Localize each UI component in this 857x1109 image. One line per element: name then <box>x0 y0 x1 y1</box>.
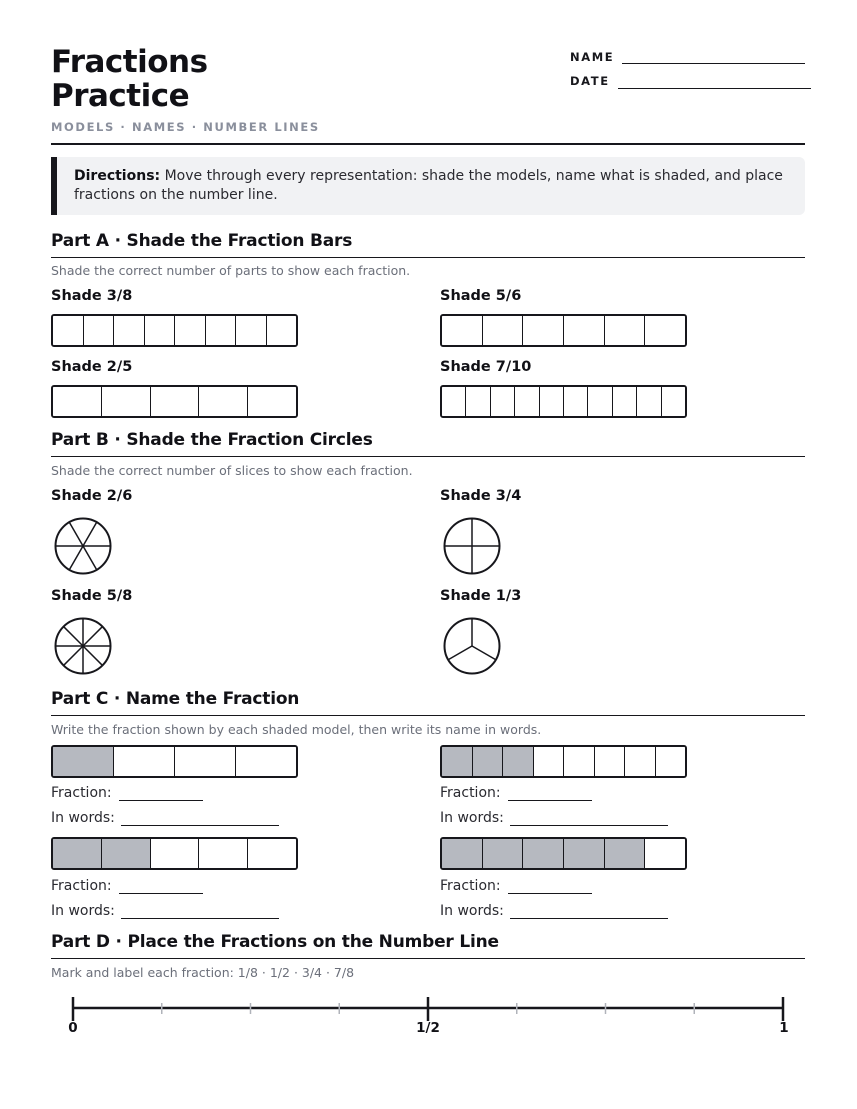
words-answer-1[interactable] <box>121 825 279 826</box>
bar-part[interactable] <box>236 316 267 345</box>
bar-part[interactable] <box>483 316 524 345</box>
bar-part[interactable] <box>199 387 248 416</box>
worksheet-title <box>51 45 208 113</box>
directions-text: Move through every representation: shade the models, name what is shaded, and place fractions on the number line. <box>74 168 783 203</box>
bar-part[interactable] <box>151 839 200 868</box>
name-label: NAME <box>570 50 615 64</box>
bar-part[interactable] <box>491 387 515 416</box>
fraction-bar-2[interactable] <box>440 314 687 347</box>
bar-part[interactable] <box>145 316 176 345</box>
bar-part[interactable] <box>84 316 115 345</box>
fraction-answer-1[interactable] <box>119 800 203 801</box>
part-a-hint: Shade the correct number of parts to show each fraction. <box>51 263 411 278</box>
shaded-part[interactable] <box>53 747 114 776</box>
bar-part[interactable] <box>564 387 588 416</box>
shaded-part[interactable] <box>53 839 102 868</box>
shaded-part[interactable] <box>605 839 646 868</box>
bar-part[interactable] <box>523 316 564 345</box>
bar-part[interactable] <box>114 316 145 345</box>
part-a-title: Part A · Shade the Fraction Bars <box>51 231 353 251</box>
bar-part[interactable] <box>540 387 564 416</box>
words-answer-4[interactable] <box>510 918 668 919</box>
bar-part[interactable] <box>151 387 200 416</box>
part-d-title: Part D · Place the Fractions on the Number Line <box>51 932 499 952</box>
part-b-hint: Shade the correct number of slices to show each fraction. <box>51 463 413 478</box>
bar-part[interactable] <box>199 839 248 868</box>
bar-part[interactable] <box>595 747 626 776</box>
bar-part[interactable] <box>656 747 686 776</box>
bar-part[interactable] <box>442 316 483 345</box>
fraction-answer-3[interactable] <box>119 893 203 894</box>
part-b-label-4: Shade 1/3 <box>440 588 522 604</box>
part-c-hint: Write the fraction shown by each shaded model, then write its name in words. <box>51 722 542 737</box>
shaded-part[interactable] <box>564 839 605 868</box>
fraction-label-3: Fraction: <box>51 878 112 894</box>
bar-part[interactable] <box>442 387 466 416</box>
bar-part[interactable] <box>605 316 646 345</box>
fraction-circle-2[interactable] <box>442 516 502 576</box>
shaded-model-2 <box>440 745 687 778</box>
fraction-label-4: Fraction: <box>440 878 501 894</box>
title-line-1: Fractions <box>51 44 208 80</box>
part-a-label-1: Shade 3/8 <box>51 288 133 304</box>
shaded-part[interactable] <box>503 747 534 776</box>
bar-part[interactable] <box>564 747 595 776</box>
words-label-4: In words: <box>440 903 504 919</box>
date-label: DATE <box>570 74 610 88</box>
part-d-hint: Mark and label each fraction: 1/8 · 1/2 · 3/4 · 7/8 <box>51 965 355 980</box>
bar-part[interactable] <box>248 839 296 868</box>
fraction-bar-4[interactable] <box>440 385 687 418</box>
part-b-label-2: Shade 3/4 <box>440 488 522 504</box>
fraction-label-2: Fraction: <box>440 785 501 801</box>
directions-box <box>51 157 805 215</box>
directions-label: Directions: <box>74 168 161 184</box>
number-line-label-start: 0 <box>68 1020 78 1036</box>
words-answer-2[interactable] <box>510 825 668 826</box>
shaded-part[interactable] <box>473 747 504 776</box>
part-b-label-1: Shade 2/6 <box>51 488 133 504</box>
part-a-label-3: Shade 2/5 <box>51 359 133 375</box>
title-line-2: Practice <box>51 78 190 114</box>
part-b-divider <box>51 456 805 457</box>
number-line-label-middle: 1/2 <box>416 1020 440 1036</box>
part-a-label-4: Shade 7/10 <box>440 359 532 375</box>
name-field[interactable] <box>622 63 805 64</box>
bar-part[interactable] <box>466 387 490 416</box>
shaded-model-4 <box>440 837 687 870</box>
bar-part[interactable] <box>588 387 612 416</box>
bar-part[interactable] <box>645 839 685 868</box>
shaded-part[interactable] <box>442 839 483 868</box>
part-b-title: Part B · Shade the Fraction Circles <box>51 430 373 450</box>
fraction-circle-3[interactable] <box>53 616 113 676</box>
bar-part[interactable] <box>637 387 661 416</box>
bar-part[interactable] <box>662 387 685 416</box>
shaded-part[interactable] <box>523 839 564 868</box>
bar-part[interactable] <box>175 316 206 345</box>
words-label-2: In words: <box>440 810 504 826</box>
part-a-divider <box>51 257 805 258</box>
bar-part[interactable] <box>236 747 296 776</box>
words-answer-3[interactable] <box>121 918 279 919</box>
bar-part[interactable] <box>564 316 605 345</box>
shaded-part[interactable] <box>102 839 151 868</box>
date-field[interactable] <box>618 88 811 89</box>
words-label-1: In words: <box>51 810 115 826</box>
bar-part[interactable] <box>175 747 236 776</box>
shaded-part[interactable] <box>483 839 524 868</box>
bar-part[interactable] <box>53 387 102 416</box>
part-b-label-3: Shade 5/8 <box>51 588 133 604</box>
fraction-circle-4[interactable] <box>442 616 502 676</box>
number-line-label-end: 1 <box>779 1020 789 1036</box>
shaded-part[interactable] <box>442 747 473 776</box>
bar-part[interactable] <box>625 747 656 776</box>
bar-part[interactable] <box>206 316 237 345</box>
header-divider <box>51 143 805 145</box>
shaded-model-3 <box>51 837 298 870</box>
fraction-bar-1[interactable] <box>51 314 298 347</box>
bar-part[interactable] <box>248 387 296 416</box>
fraction-label-1: Fraction: <box>51 785 112 801</box>
bar-part[interactable] <box>114 747 175 776</box>
fraction-bar-3[interactable] <box>51 385 298 418</box>
bar-part[interactable] <box>645 316 685 345</box>
part-d-divider <box>51 958 805 959</box>
bar-part[interactable] <box>534 747 565 776</box>
bar-part[interactable] <box>53 316 84 345</box>
fraction-circle-1[interactable] <box>53 516 113 576</box>
bar-part[interactable] <box>515 387 539 416</box>
fraction-answer-4[interactable] <box>508 893 592 894</box>
bar-part[interactable] <box>613 387 637 416</box>
words-label-3: In words: <box>51 903 115 919</box>
fraction-answer-2[interactable] <box>508 800 592 801</box>
part-c-title: Part C · Name the Fraction <box>51 689 300 709</box>
shaded-model-1 <box>51 745 298 778</box>
bar-part[interactable] <box>267 316 297 345</box>
part-a-label-2: Shade 5/6 <box>440 288 522 304</box>
worksheet-subtitle: MODELS · NAMES · NUMBER LINES <box>51 120 320 134</box>
part-c-divider <box>51 715 805 716</box>
bar-part[interactable] <box>102 387 151 416</box>
